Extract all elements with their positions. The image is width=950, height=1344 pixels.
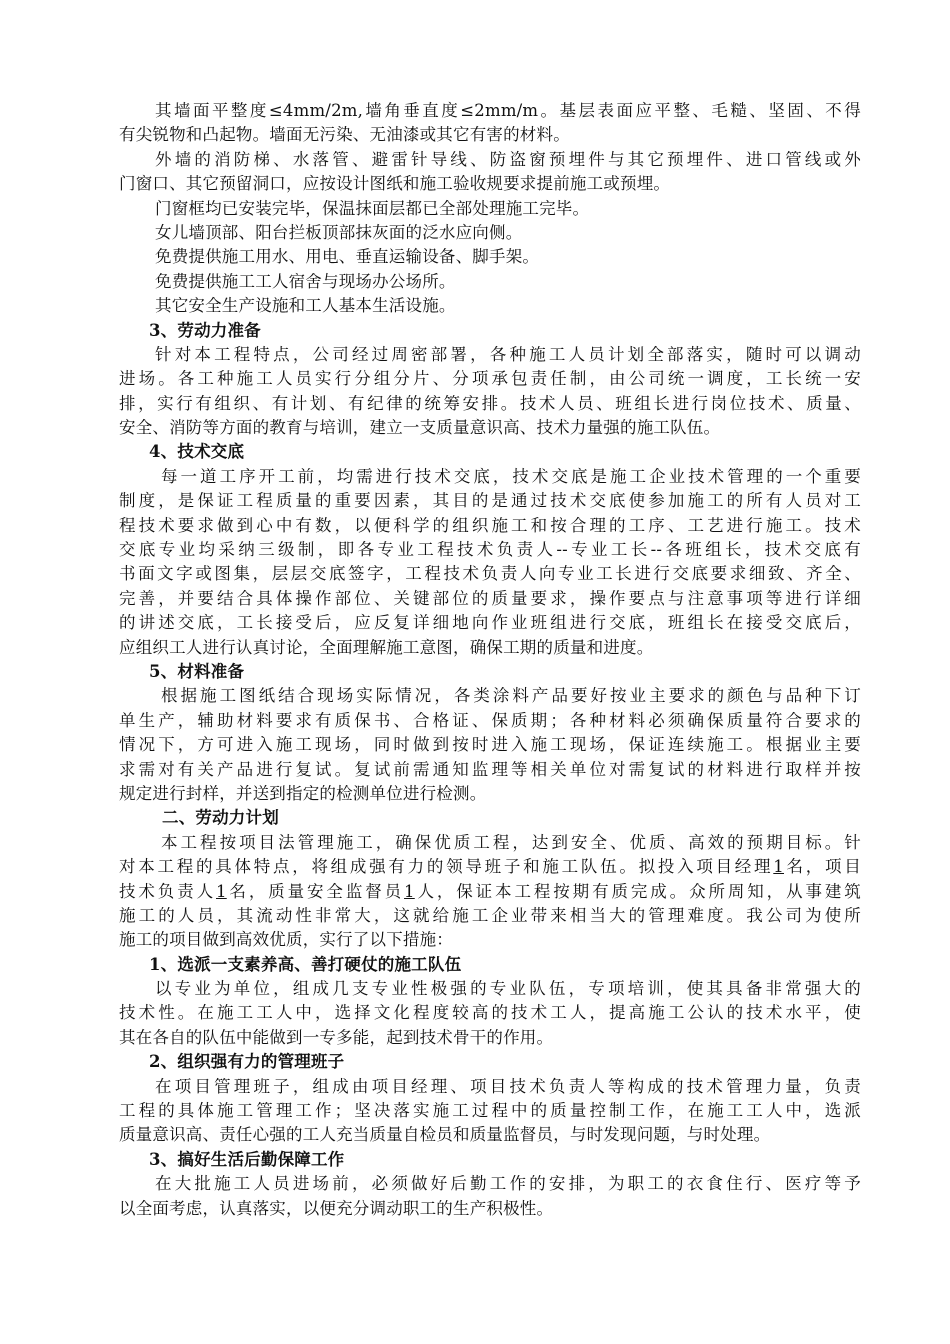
text-line: 其墙面平整度≤4mm/2m,墙角垂直度≤2mm/m。基层表面应平整、毛糙、坚固、不得	[155, 101, 861, 120]
text-line: 其在各自的队伍中能做到一专多能，起到技术骨干的作用。	[119, 1027, 554, 1047]
paragraph-labor-preparation	[119, 343, 861, 441]
text-line: 交底专业均采纳三级制，即各专业工程技术负责人--专业工长--各班组长，技术交底有	[119, 540, 861, 560]
paragraph-embedded-parts	[119, 148, 861, 197]
text-line: 施工的项目做到高效优质，实行了以下措施：	[119, 930, 453, 950]
text-segment: 名，质量安全监督员	[226, 881, 405, 901]
text-line: 以专业为单位，组成几支专业性极强的专业队伍，专项培训，使其具备非常强大的	[155, 979, 861, 999]
text-line: 工程的具体施工管理工作；坚决落实施工过程中的质量控制工作，在施工工人中，选派	[119, 1101, 861, 1121]
project-manager-count: 1	[773, 857, 784, 877]
paragraph-labor-plan	[119, 831, 861, 953]
text-line: 质量意识高、责任心强的工人充当质量自检员和质量监督员，与时发现问题，与时处理。	[119, 1125, 771, 1145]
paragraph-safety-facilities: 其它安全生产设施和工人基本生活设施。	[155, 296, 456, 316]
text-line: 排，实行有组织、有计划、有纪律的统筹安排。技术人员、班组长进行岗位技术、质量、	[119, 393, 861, 413]
heading-management-team: 2、组织强有力的管理班子	[149, 1052, 345, 1072]
heading-logistics: 3、搞好生活后勤保障工作	[149, 1149, 345, 1169]
safety-supervisor-count: 1	[404, 881, 415, 901]
text-line: 每一道工序开工前，均需进行技术交底，技术交底是施工企业技术管理的一个重要	[161, 466, 861, 486]
document-body	[119, 99, 861, 1221]
text-line: 针对本工程特点，公司经过周密部署，各种施工人员计划全部落实，随时可以调动	[155, 344, 861, 364]
text-line: 完善，并要结合具体操作部位、关键部位的质量要求，操作要点与注意事项等进行详细	[119, 588, 861, 608]
text-line: 制度，是保证工程质量的重要因素，其目的是通过技术交底使参加施工的所有人员对工	[119, 491, 861, 511]
text-line: 技术性。在施工工人中，选择文化程度较高的技术工人，提高施工公认的技术水平，使	[119, 1003, 861, 1023]
text-line: 门窗口、其它预留洞口，应按设计图纸和施工验收规要求提前施工或预埋。	[119, 174, 671, 194]
technical-lead-count: 1	[216, 881, 227, 901]
text-segment: 人，保证本工程按期有质完成。众所周知，从事建筑	[414, 881, 861, 901]
text-line: 以全面考虑，认真落实，以便充分调动职工的生产积极性。	[119, 1198, 554, 1218]
text-line: 有尖锐物和凸起物。墙面无污染、无油漆或其它有害的材料。	[119, 125, 570, 145]
text-line: 在大批施工人员进场前，必须做好后勤工作的安排，为职工的衣食住行、医疗等予	[155, 1174, 861, 1194]
text-line: 安全、消防等方面的教育与培训，建立一支质量意识高、技术力量强的施工队伍。	[119, 418, 721, 438]
text-line: 本工程按项目法管理施工，确保优质工程，达到安全、优质、高效的预期目标。针	[161, 832, 861, 852]
paragraph-utilities: 免费提供施工用水、用电、垂直运输设备、脚手架。	[155, 247, 540, 267]
text-line: 在项目管理班子，组成由项目经理、项目技术负责人等构成的技术管理力量，负责	[155, 1076, 861, 1096]
paragraph-door-frames: 门窗框均已安装完毕，保温抹面层都已全部处理施工完毕。	[155, 198, 590, 218]
paragraph-select-team	[119, 977, 861, 1050]
heading-technical-briefing: 4、技术交底	[149, 442, 245, 462]
paragraph-logistics	[119, 1172, 861, 1221]
paragraph-dormitory: 免费提供施工工人宿舍与现场办公场所。	[155, 271, 456, 291]
text-segment: 对本工程的具体特点，将组成强有力的领导班子和施工队伍。拟投入项目经理	[119, 857, 774, 877]
paragraph-management-team	[119, 1075, 861, 1148]
text-line: 应组织工人进行认真讨论，全面理解施工意图，确保工期的质量和进度。	[119, 637, 654, 657]
text-segment: 技术负责人	[119, 881, 217, 901]
text-line: 外墙的消防梯、水落管、避雷针导线、防盗窗预埋件与其它预埋件、进口管线或外	[155, 149, 861, 169]
text-line: 施工的人员，其流动性非常大，这就给施工企业带来相当大的管理难度。我公司为使所	[119, 905, 861, 925]
text-line: 进场。各工种施工人员实行分组分片、分项承包责任制，由公司统一调度，工长统一安	[119, 369, 861, 389]
text-line: 程技术要求做到心中有数，以便科学的组织施工和按合理的工序、工艺进行施工。技术	[119, 515, 861, 535]
text-line: 情况下，方可进入施工现场，同时做到按时进入施工现场，保证连续施工。根据业主要	[119, 735, 861, 755]
text-segment: 名，项目	[784, 857, 861, 877]
paragraph-parapet: 女儿墙顶部、阳台拦板顶部抹灰面的泛水应向侧。	[155, 222, 523, 242]
text-line: 规定进行封样，并送到指定的检测单位进行检测。	[119, 783, 487, 803]
text-line: 求需对有关产品进行复试。复试前需通知监理等相关单位对需复试的材料进行取样并按	[119, 759, 861, 779]
paragraph-technical-briefing	[119, 465, 861, 660]
paragraph-material-preparation	[119, 684, 861, 806]
text-line: 单生产，辅助材料要求有质保书、合格证、保质期；各种材料必须确保质量符合要求的	[119, 710, 861, 730]
paragraph-wall-flatness	[119, 99, 861, 148]
text-line: 根据施工图纸结合现场实际情况，各类涂料产品要好按业主要求的颜色与品种下订	[161, 686, 861, 706]
text-line: 书面文字或图集，层层交底签字，工程技术负责人向专业工长进行交底要求细致、齐全、	[119, 564, 861, 584]
text-line: 的讲述交底，工长接受后，应反复详细地向作业班组进行交底，班组长在接受交底后，	[119, 613, 861, 633]
text-line	[119, 880, 861, 904]
heading-labor-plan: 二、劳动力计划	[162, 808, 279, 828]
heading-material-preparation: 5、材料准备	[149, 661, 245, 681]
text-line	[119, 855, 861, 879]
heading-select-team: 1、选派一支素养高、善打硬仗的施工队伍	[149, 954, 462, 974]
heading-labor-preparation: 3、劳动力准备	[149, 320, 261, 340]
